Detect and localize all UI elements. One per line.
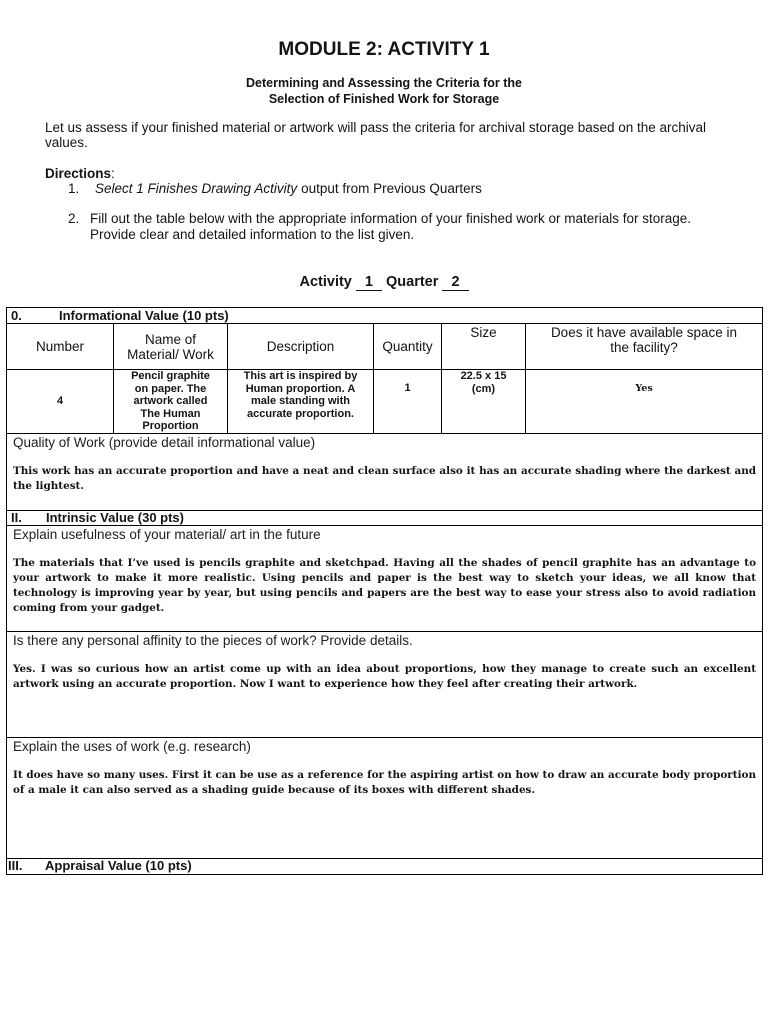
direction-1-rest: output from Previous Quarters [301,181,482,196]
usefulness-answer: The materials that I’ve used is pencils graphite and sketchpad. Having all the shades of pencil graphite has an advantage to your artwork to make it more realistic. Using pencils and paper is the best way to sketch your ideas, we all know that technology is improving year by year, but using pencils and papers are the best way to ease your stress also to avoid radiation coming from your gadget. [13,556,757,614]
direction-2-text: Fill out the table below with the appropriate information of your finished work or materials for storage. Provide clear and detailed information to the list given. [90,211,692,242]
uses-answer: It does have so many uses. First it can be use as a reference for the aspiring artist on how to draw an accurate body proportion of a male it can also served as a shading guide because of its boxes with different shades. [13,768,757,796]
quality-prompt: Quality of Work (provide detail informational value) [13,434,316,450]
subtitle-line-1: Determining and Assessing the Criteria for the [246,76,522,90]
section-appraisal-row [7,858,763,874]
section-number: 0. [11,307,22,323]
usefulness-prompt: Explain usefulness of your material/ art in the future [13,526,321,542]
usefulness-cell [7,525,763,631]
page-subtitle [0,75,768,107]
section-title: Informational Value (10 pts) [59,307,229,323]
subtitle-line-2: Selection of Finished Work for Storage [268,92,500,106]
column-header-space: Does it have available space in the facility? [526,324,763,370]
assessment-table [6,307,763,875]
section-number: II. [11,510,22,525]
quality-answer: This work has an accurate proportion and have a neat and clean surface also it has an accurate shading where the darkest and the lightest. [13,464,757,492]
section-intrinsic-row [7,510,763,525]
directions-label: Directions [45,166,112,181]
affinity-answer: Yes. I was so curious how an artist come up with an idea about proportions, how they manage to create such an excellent artwork using an accurate proportion. Now I want to experience how they feel after creating their artwork. [13,662,757,690]
directions-heading [45,166,115,181]
direction-1-text [95,181,482,196]
activity-label: Activity [299,274,352,290]
column-header-quantity: Quantity [374,324,442,370]
section-title: Appraisal Value (10 pts) [45,858,192,873]
column-header-description: Description [228,324,374,370]
affinity-row [7,631,763,737]
affinity-prompt: Is there any personal affinity to the pieces of work? Provide details. [13,632,413,648]
cell-size: 22.5 x 15 (cm) [442,370,526,434]
quarter-label: Quarter [386,274,439,290]
usefulness-row [7,525,763,631]
section-title: Intrinsic Value (30 pts) [46,510,184,525]
uses-cell [7,737,763,858]
section-informational [7,308,763,324]
section-informational-row [7,308,763,324]
column-header-size: Size [442,324,526,370]
direction-1-number: 1. [68,181,80,196]
section-number: III. [8,858,23,873]
column-header-row [7,324,763,370]
quality-cell [7,433,763,510]
direction-2-number: 2. [68,211,80,226]
cell-description: This art is inspired by Human proportion. A male standing with accurate proportion. [228,370,374,434]
activity-quarter-line [0,273,768,291]
cell-space-available: Yes [526,370,763,434]
section-appraisal [7,858,763,874]
directions-colon: : [111,166,115,181]
uses-prompt: Explain the uses of work (e.g. research) [13,738,251,754]
quality-row [7,433,763,510]
cell-number: 4 [7,370,114,434]
uses-row [7,737,763,858]
cell-quantity: 1 [374,370,442,434]
section-intrinsic [7,510,763,525]
table-row [7,370,763,434]
page-title: MODULE 2: ACTIVITY 1 [278,39,490,60]
direction-1-italic: Select 1 Finishes Drawing Activity [95,181,298,196]
quarter-number: 2 [442,275,468,291]
affinity-cell [7,631,763,737]
column-header-name: Name of Material/ Work [114,324,228,370]
intro-paragraph: Let us assess if your finished material or artwork will pass the criteria for archival storage based on the archival values. [45,120,707,150]
column-header-number: Number [7,324,114,370]
cell-name: Pencil graphite on paper. The artwork called The Human Proportion [114,370,228,434]
activity-number: 1 [356,275,382,291]
